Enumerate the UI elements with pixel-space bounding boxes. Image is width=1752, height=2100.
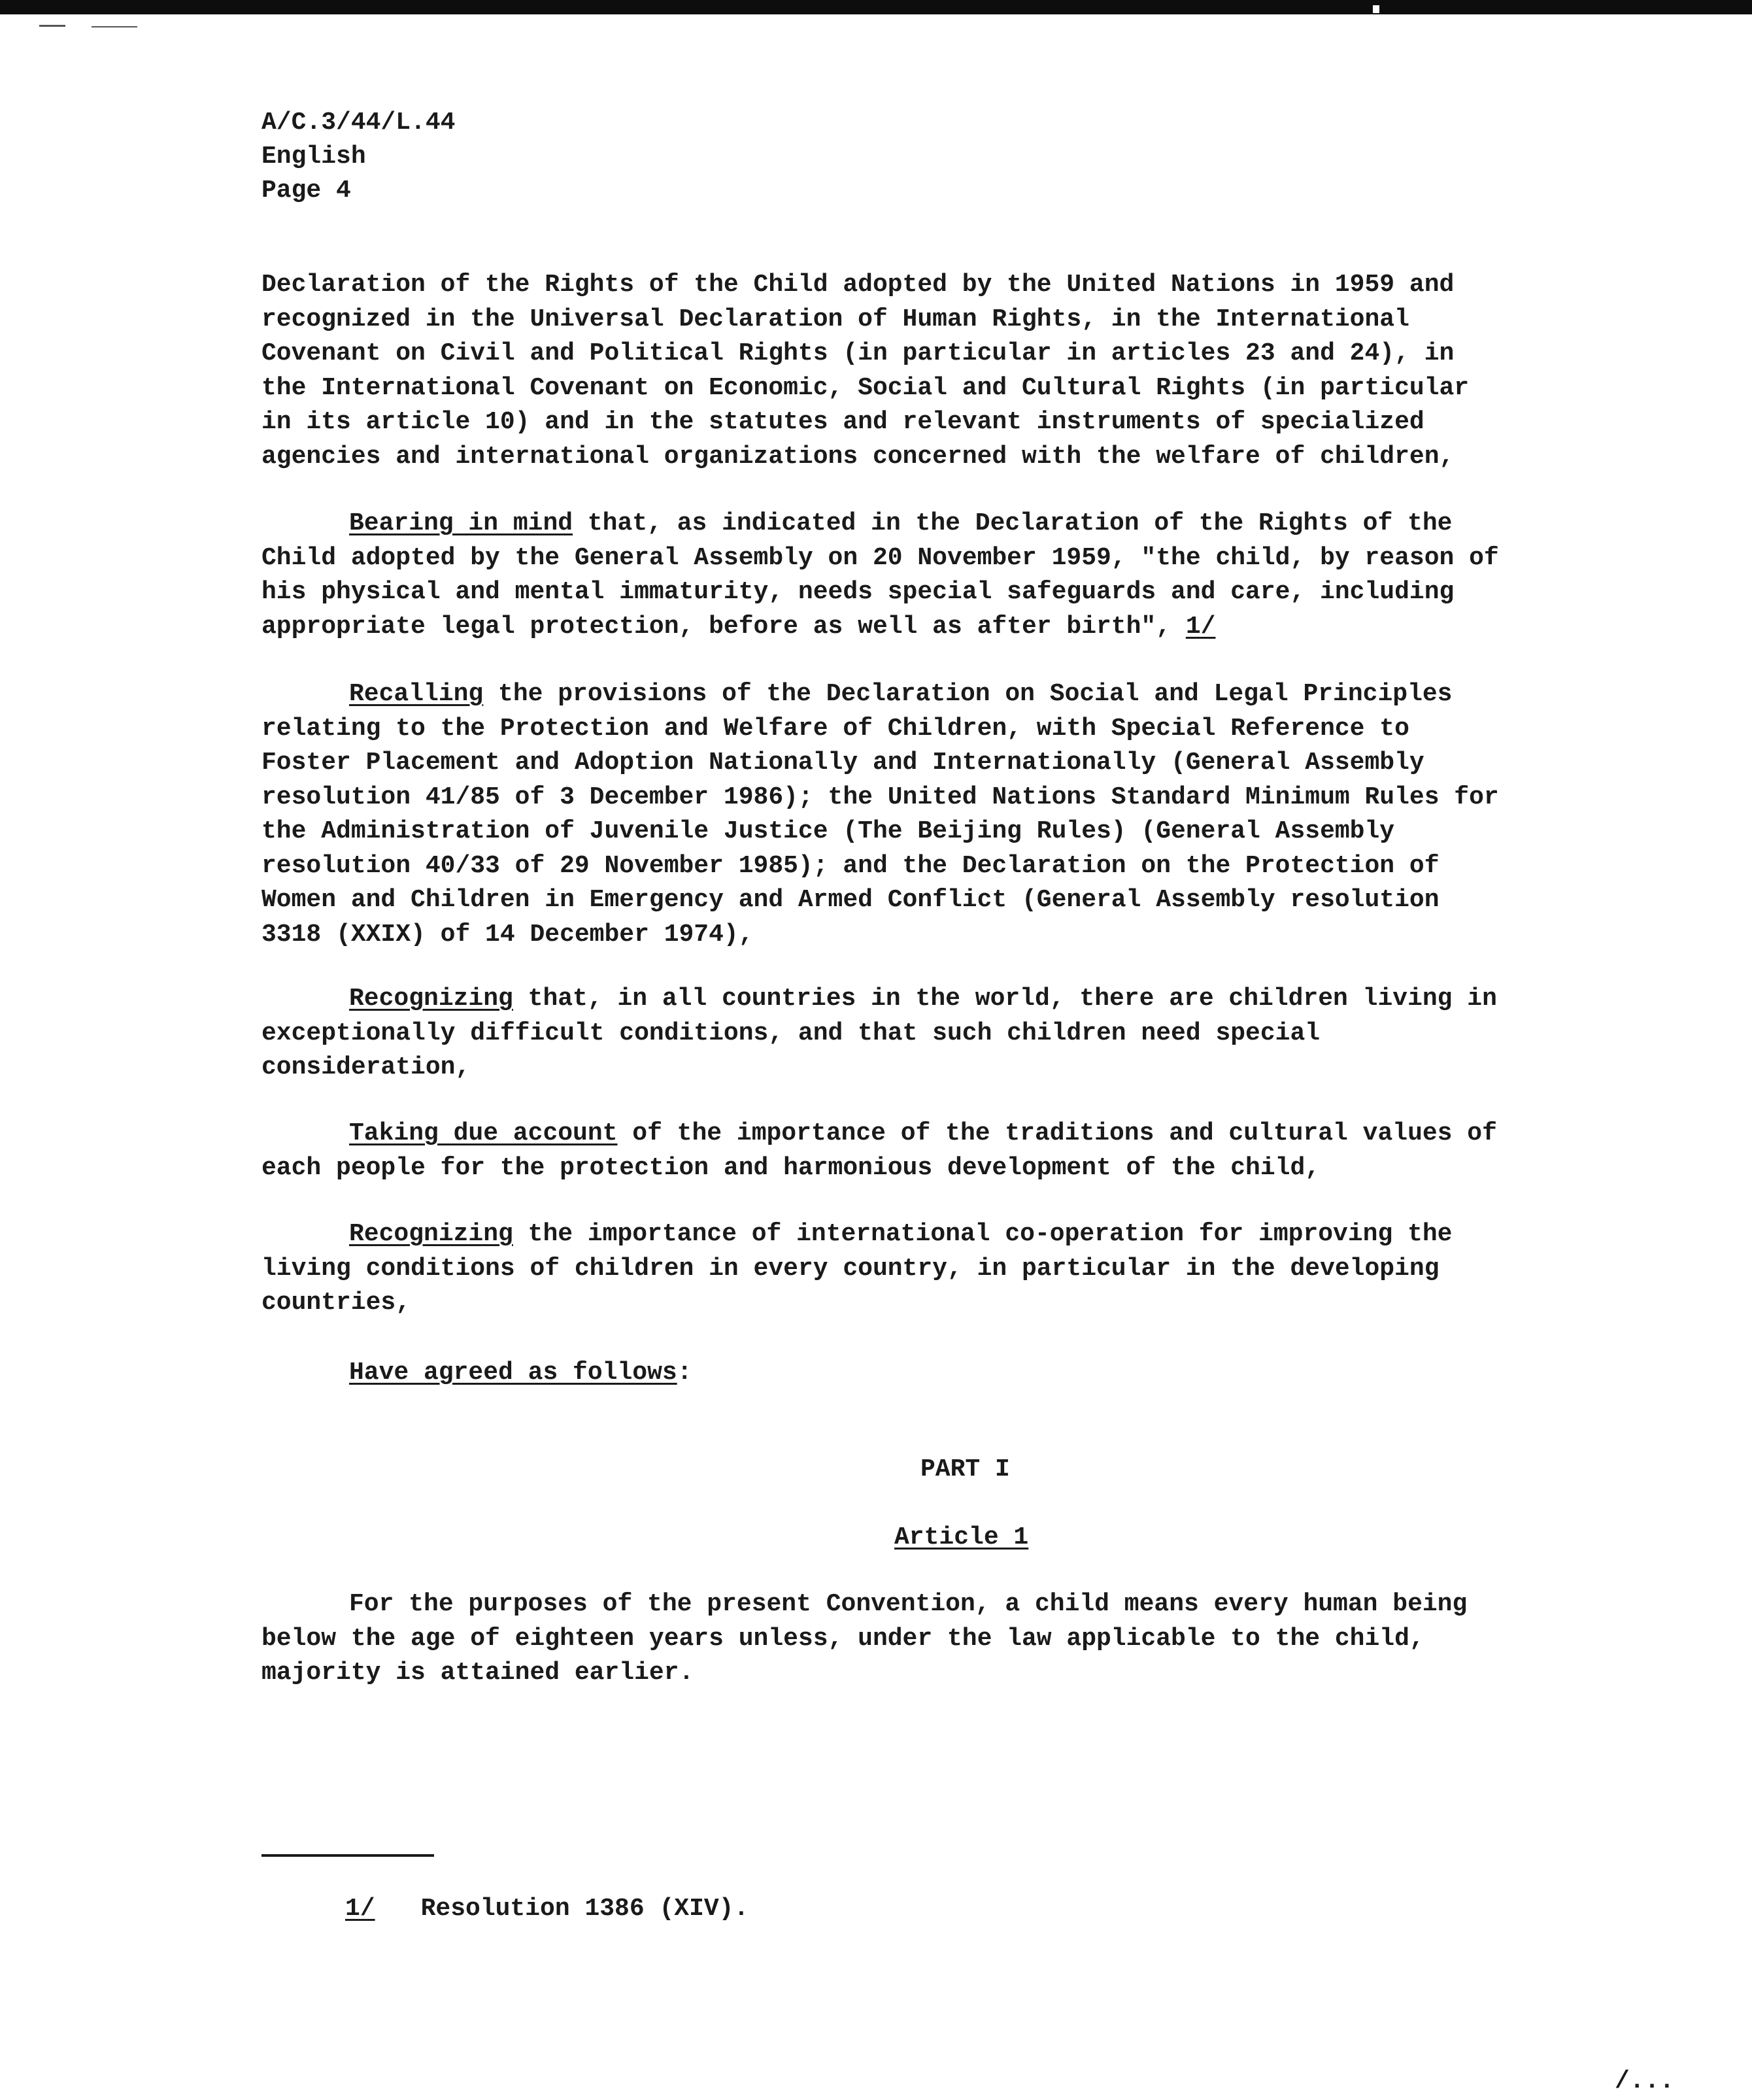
continuation-mark: /... (1615, 2067, 1675, 2095)
paragraph-3-lead: Recalling (349, 680, 484, 708)
paragraph-2-text: that, as indicated in the Declaration of the Rights of the Child adopted by the General Assembly on 20 November 1959, "the child, by reason of his physical and mental immaturity, needs special safeguards and care, including appropriate legal protection, before as well as after birth", (261, 509, 1499, 641)
paragraph-4 (261, 982, 1687, 1085)
paragraph-2 (261, 507, 1687, 644)
scan-mark (39, 25, 65, 27)
paragraph-1: Declaration of the Rights of the Child adopted by the United Nations in 1959 and recognized in the Universal Declaration of Human Rights, in the International Covenant on Civil and Political Rights (in particular in articles 23 and 24), in the International Covenant on Economic, Social and Cultural Rights (in particular in its article 10) and in the statutes and relevant instruments of specialized agencies and international organizations concerned with the welfare of children, (261, 271, 1470, 471)
article-heading: Article 1 (894, 1523, 1029, 1551)
document-symbol: A/C.3/44/L.44 (261, 109, 456, 137)
paragraph-4-lead: Recognizing (349, 985, 513, 1013)
article-1-text (261, 1587, 1687, 1691)
document-language: English (261, 143, 366, 171)
document-header (261, 106, 455, 208)
paragraph-7-text: : (677, 1359, 692, 1387)
scan-top-edge (0, 0, 1752, 14)
article-1-body: For the purposes of the present Convention, a child means every human being below the age of eighteen years unless, under the law applicable to the child, majority is attained earlier. (261, 1590, 1468, 1687)
paragraph-5-text: of the importance of the traditions and cultural values of each people for the protection and harmonious development of the child, (261, 1119, 1497, 1182)
footnote-marker: 1/ (345, 1895, 375, 1923)
footnote-text: Resolution 1386 (XIV). (420, 1895, 749, 1923)
scan-mark (1373, 5, 1379, 13)
paragraph-3 (261, 677, 1687, 952)
paragraph-5 (261, 1117, 1687, 1185)
paragraph-3-text: the provisions of the Declaration on Social and Legal Principles relating to the Protection and Welfare of Children, with Special Reference to Foster Placement and Adoption Nationally and Internationally (General Assembly resolution 41/85 of 3 December 1986); the United Nations Standard Minimum Rules for the Administration of Juvenile Justice (The Beijing Rules) (General Assembly resolution 40/33 of 29 November 1985); and the Declaration on the Protection of Women and Children in Emergency and Armed Conflict (General Assembly resolution 3318 (XXIX) of 14 December 1974), (261, 680, 1499, 949)
paragraph-5-lead: Taking due account (349, 1119, 618, 1147)
paragraph-6-text: the importance of international co-operation for improving the living conditions of children in every country, in particular in the developing countries, (261, 1220, 1453, 1317)
scan-mark (92, 26, 137, 27)
part-heading: PART I (920, 1455, 1010, 1483)
paragraph-6-lead: Recognizing (349, 1220, 513, 1248)
paragraph-7-lead: Have agreed as follows (349, 1359, 677, 1387)
paragraph-2-lead: Bearing in mind (349, 509, 573, 537)
page-number: Page 4 (261, 177, 351, 205)
footnote-separator (261, 1854, 434, 1857)
paragraph-4-text: that, in all countries in the world, there are children living in exceptionally difficult conditions, and that such children need special consideration, (261, 985, 1497, 1081)
paragraph-7 (261, 1356, 1687, 1391)
footnote (345, 1895, 749, 1923)
paragraph-6 (261, 1217, 1687, 1321)
footnote-reference: 1/ (1185, 612, 1216, 641)
